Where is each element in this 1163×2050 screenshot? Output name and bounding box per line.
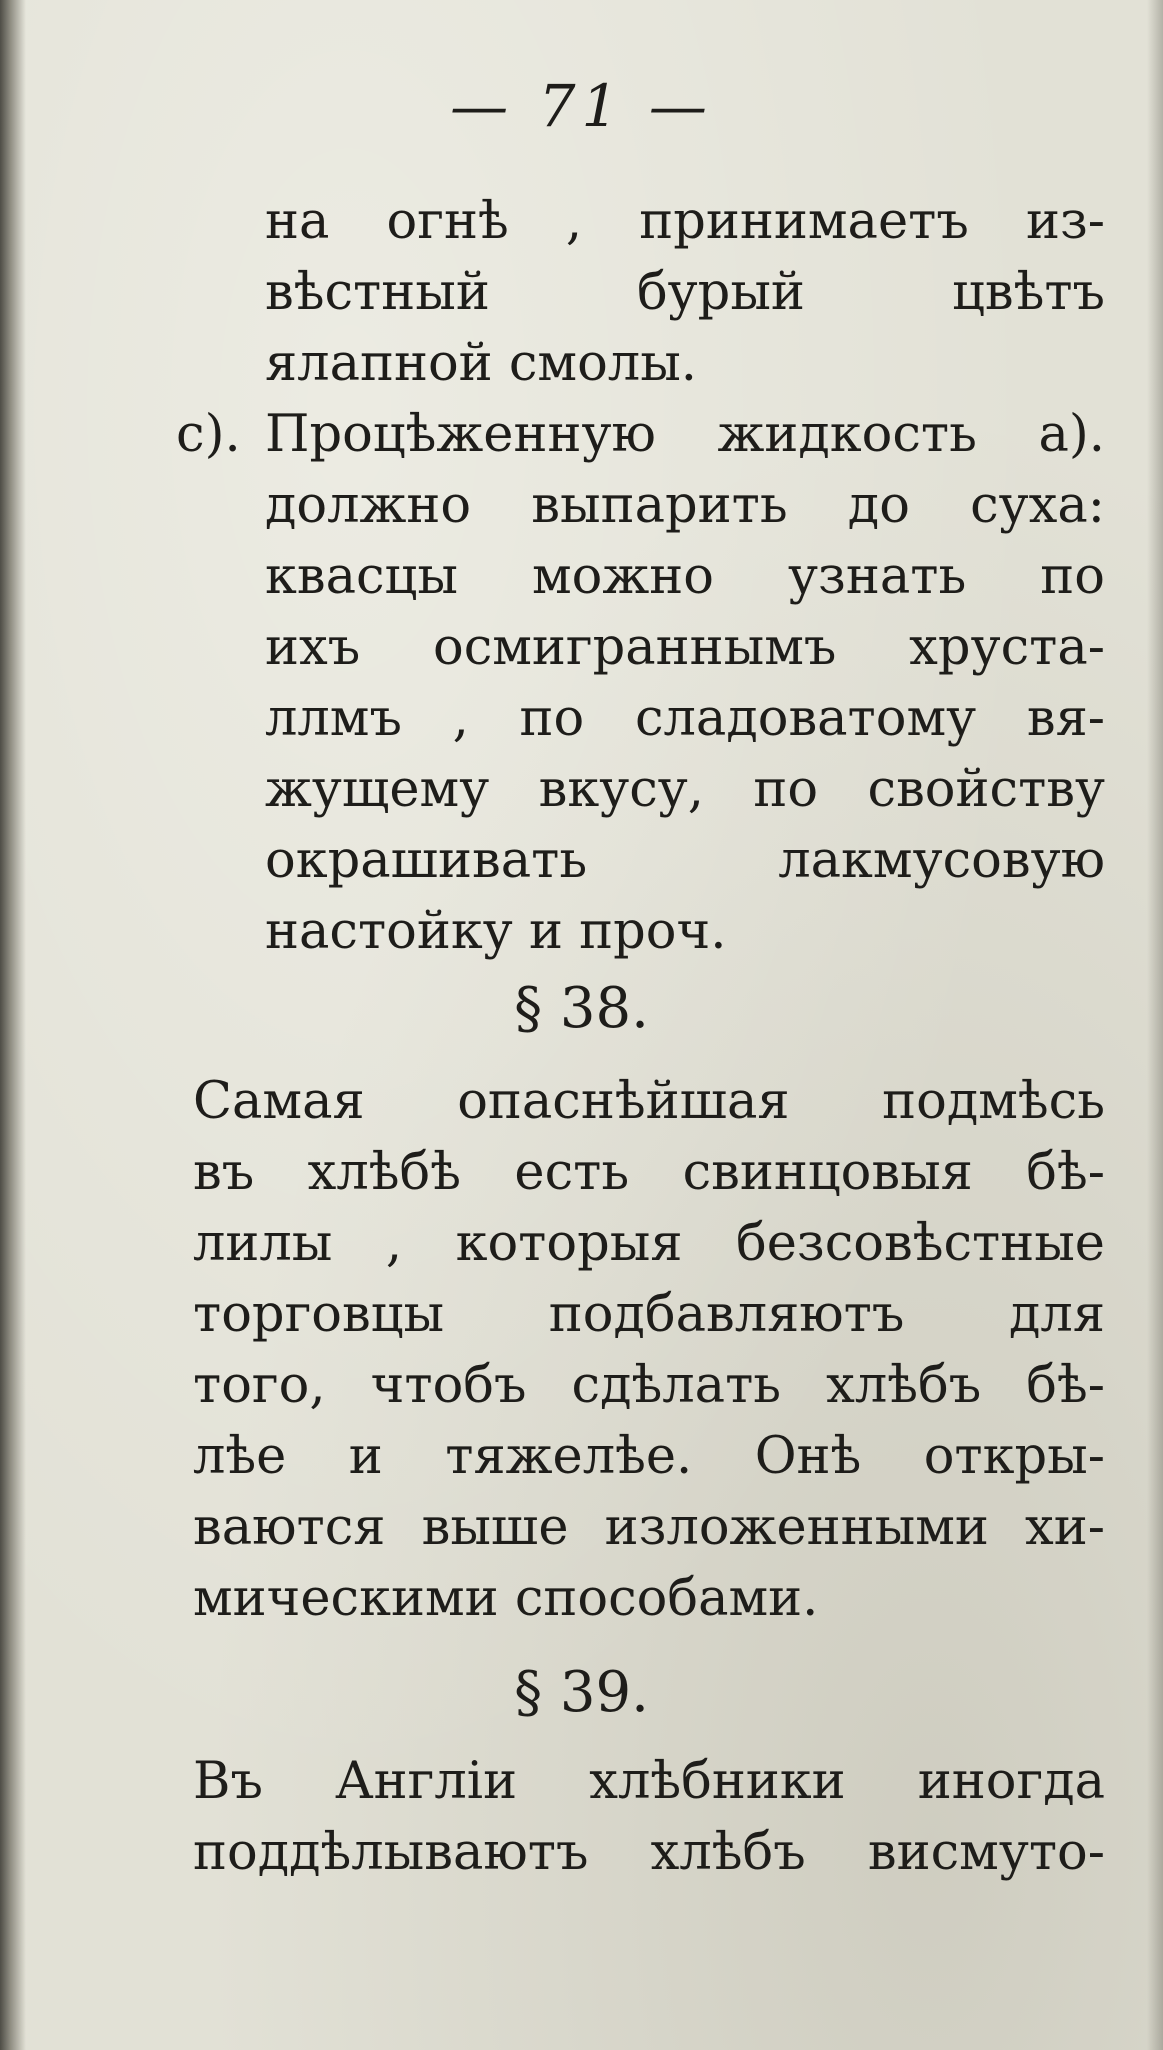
text-line: ваются выше изложенными хи- bbox=[193, 1498, 1105, 1557]
text-line: мическими способами. bbox=[193, 1569, 819, 1628]
text-line: лѣе и тяжелѣе. Онѣ откры- bbox=[193, 1427, 1105, 1486]
text-line: жущему вкусу, по свойству bbox=[265, 760, 1105, 819]
text-line: вѣстный бурый цвѣтъ bbox=[265, 263, 1105, 322]
text-line: ихъ осмиграннымъ хруста- bbox=[265, 618, 1105, 677]
section-heading: § 39. bbox=[514, 1660, 649, 1725]
text-line: ллмъ , по сладоватому вя- bbox=[265, 689, 1105, 748]
page-number: — 71 — bbox=[450, 72, 713, 140]
section-heading: § 38. bbox=[514, 976, 649, 1041]
text-line: торговцы подбавляютъ для bbox=[193, 1285, 1105, 1344]
text-line: квасцы можно узнать по bbox=[265, 547, 1105, 606]
text-line: въ хлѣбѣ есть свинцовыя бѣ- bbox=[193, 1143, 1105, 1202]
text-line: Процѣженную жидкость a). bbox=[265, 405, 1105, 464]
text-line: Самая опаснѣйшая подмѣсь bbox=[193, 1072, 1105, 1131]
text-line: ялапной смолы. bbox=[265, 334, 698, 393]
list-marker: c). bbox=[176, 405, 241, 464]
text-line: лилы , которыя безсовѣстные bbox=[193, 1214, 1105, 1273]
text-line: настойку и проч. bbox=[265, 902, 727, 961]
text-line: на огнѣ , принимаетъ из- bbox=[265, 192, 1105, 251]
text-line: Въ Англіи хлѣбники иногда bbox=[193, 1752, 1105, 1811]
text-line: окрашивать лакмусовую bbox=[265, 831, 1105, 890]
text-line: поддѣлываютъ хлѣбъ висмуто- bbox=[193, 1823, 1105, 1882]
text-line: того, чтобъ сдѣлать хлѣбъ бѣ- bbox=[193, 1356, 1105, 1415]
text-line: должно выпарить до суха: bbox=[265, 476, 1105, 535]
